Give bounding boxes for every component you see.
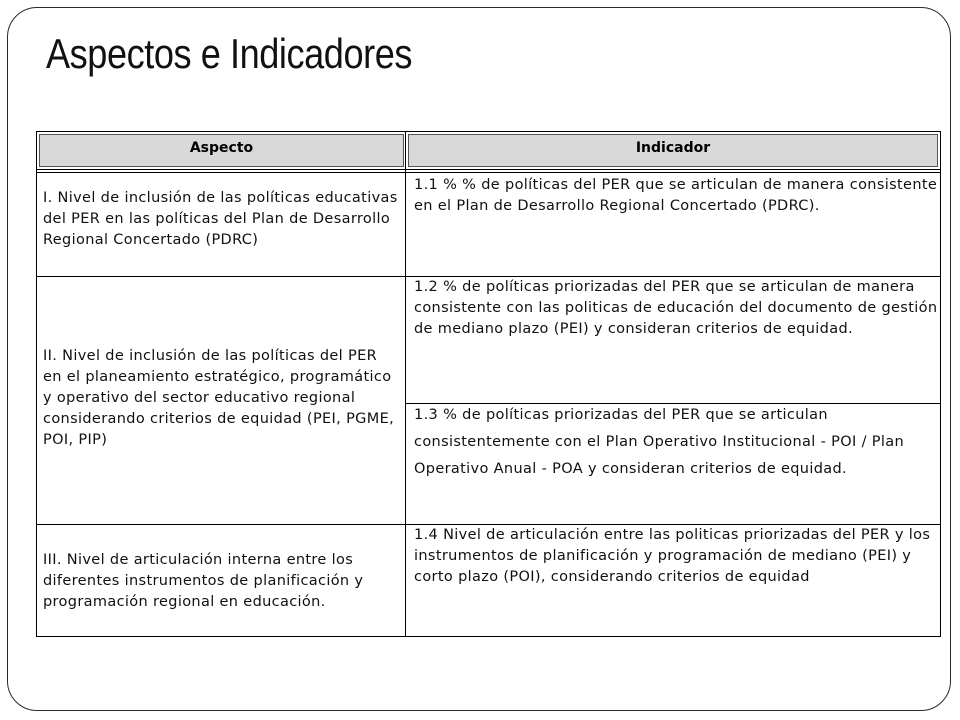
row2-indicador-1: 1.2 % de políticas priorizadas del PER que se articulan de manera consistente con las politicas de educación del documento de gestión de mediano plazo (PEI) y consideran criterios de equidad.: [414, 279, 938, 337]
indicators-table: [36, 131, 941, 637]
header-divider: [37, 169, 940, 170]
row1-indicador: 1.1 % % de políticas del PER que se articulan de manera consistente en el Plan de Desarrollo Regional Concertado (PDRC).: [414, 177, 938, 214]
row2-aspecto: II. Nivel de inclusión de las políticas del PER en el planeamiento estratégico, programático y operativo del sector educativo regional considerando criterios de equidad (PEI, PGME, POI, PIP): [43, 348, 395, 448]
row3-aspecto: III. Nivel de articulación interna entre los diferentes instrumentos de planificación y programación regional en educación.: [43, 552, 364, 610]
header-divider-double: [37, 172, 940, 173]
row3-indicador: 1.4 Nivel de articulación entre las politicas priorizadas del PER y los instrumentos de planificación y programación de mediano (PEI) y corto plazo (POI), considerando criterios de equidad: [414, 527, 931, 585]
row1-aspecto: I. Nivel de inclusión de las políticas educativas del PER en las políticas del Plan de Desarrollo Regional Concertado (PDRC): [43, 190, 398, 248]
slide-title: Aspectos e Indicadores: [46, 30, 413, 77]
column-divider: [405, 132, 406, 636]
row2-indicador-2: 1.3 % de políticas priorizadas del PER que se articulan consistentemente con el Plan Operativo Institucional - POI / Plan Operativo Anual - POA y consideran criterios de equidad.: [414, 407, 905, 477]
header-aspecto: Aspecto: [39, 134, 404, 167]
header-indicador: Indicador: [408, 134, 938, 167]
table-header-row: [37, 132, 940, 169]
